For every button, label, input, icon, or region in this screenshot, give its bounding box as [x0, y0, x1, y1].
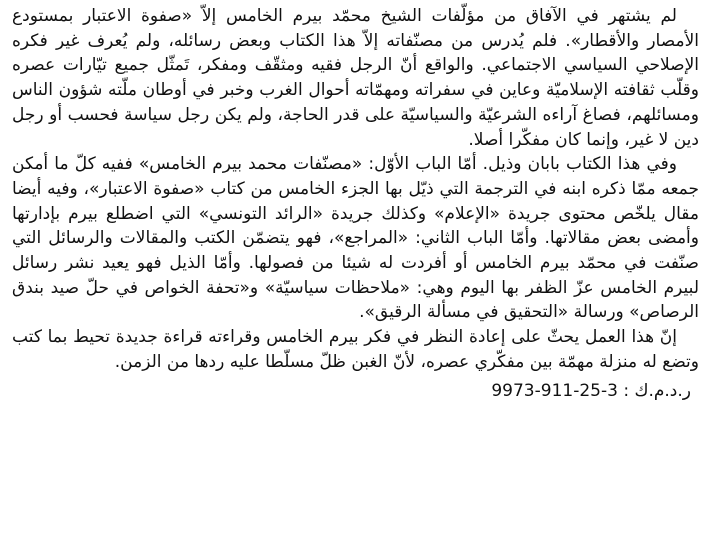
isbn-line [12, 379, 699, 403]
isbn-number: 9973-911-25-3 [491, 380, 618, 401]
paragraph-conclusion: إنّ هذا العمل يحثّ على إعادة النظر في فكر بيرم الخامس وقراءته قراءة جديدة تحيط بما كتب وتضع له منزلة مهمّة بين مفكّري عصره، لأنّ الغبن ظلّ مسلّطا عليه ردها من الزمن. [12, 327, 699, 372]
isbn-label: ر.د.م.ك : [623, 380, 691, 401]
paragraph-book-contents: وفي هذا الكتاب بابان وذيل. أمّا الباب الأوّل: «مصنّفات محمد بيرم الخامس» ففيه كلّ ما أمكن جمعه ممّا ذكره ابنه في الترجمة التي ذيّل بها الجزء الخامس من كتاب «صفوة الاعتبار»، وفيه أيضا مقال يلخّص محتوى جريدة «الإعلام» وكذلك جريدة «الرائد التونسي» التي اضطلع بيرم بإدارتها وأمضى بعض مقالاتها. وأمّا الباب الثاني: «المراجع»، فهو يتضمّن الكتب والمقالات والرسائل التي صنّفت في محمّد بيرم الخامس أو أفردت له شيئا من فصولها. وأمّا الذيل فهو يعيد نشر رسائل لبيرم الخامس عزّ الظفر بها اليوم وهي: «ملاحظات سياسيّة» و«تحفة الخواص في حلّ صيد بندق الرصاص» ورسالة «التحقيق في مسألة الرقيق». [12, 154, 699, 323]
paragraph-intro: لم يشتهر في الآفاق من مؤلّفات الشيخ محمّد بيرم الخامس إلاّ «صفوة الاعتبار بمستودع الأمصار والأقطار». فلم يُدرس من مصنّفاته إلاّ هذا الكتاب وبعض رسائله، ولم يُعرف غير فكره الإصلاحي السياسي الاجتماعي. والواقع أنّ الرجل فقيه ومثقّف ومفكر، تَمثّل جميع تيّارات عصره وقلّب ثقافته الإسلاميّة وعاين في سفراته ومهمّاته أحوال الغرب وخبر في أوطان ملّته شؤون الناس ومسائلهم، فصاغ آراءه الشرعيّة والسياسيّة على قدر الحاجة، ولم يكن رجل سياسة فحسب أو رجل دين لا غير، وإنما كان مفكّرا أصلا. [12, 6, 699, 150]
